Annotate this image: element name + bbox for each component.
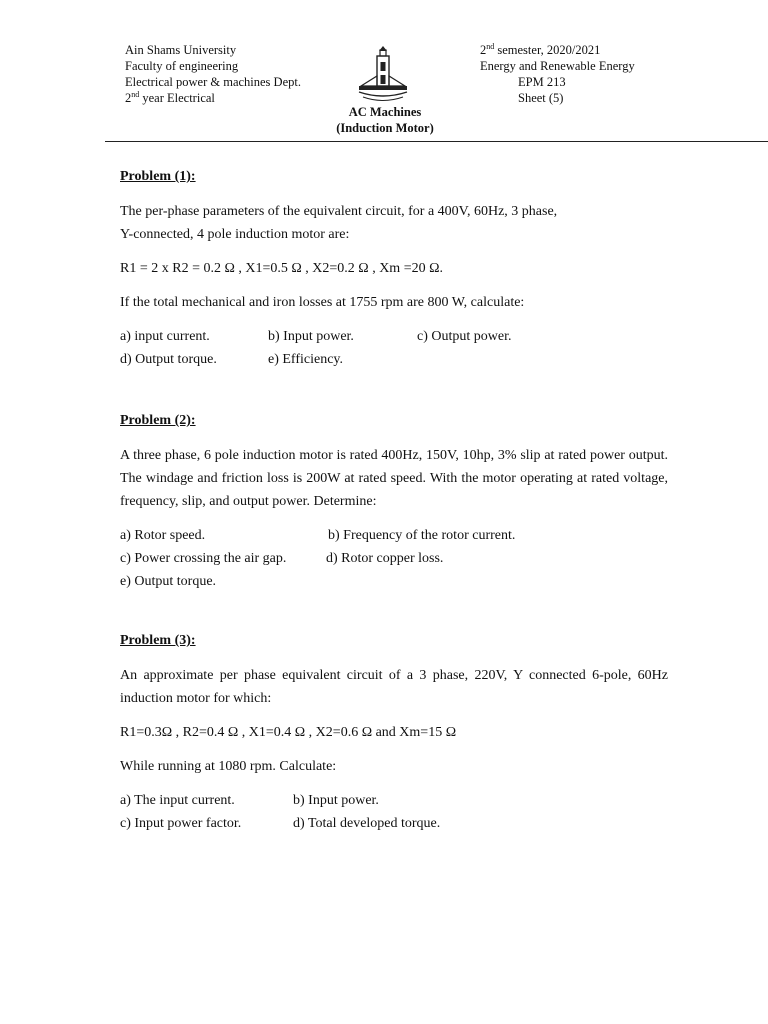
problem-3-heading: Problem (3): xyxy=(120,633,196,648)
sheet-title-block xyxy=(300,104,470,136)
problem-2-heading: Problem (2): xyxy=(120,413,196,428)
problem-1-heading: Problem (1): xyxy=(120,169,196,184)
problem-2-items-row-2 xyxy=(120,547,668,570)
year-line: 2nd year Electrical xyxy=(125,90,215,105)
header-right-block xyxy=(480,42,635,106)
problem-3-items-row-2 xyxy=(120,812,668,835)
sheet-subtitle: (Induction Motor) xyxy=(336,121,434,135)
problem-2-items-row-3 xyxy=(120,570,668,593)
problem-1-condition: If the total mechanical and iron losses at 1755 rpm are 800 W, calculate: xyxy=(120,295,525,310)
semester-line: 2nd semester, 2020/2021 xyxy=(480,42,601,57)
problem-3-condition: While running at 1080 rpm. Calculate: xyxy=(120,759,337,774)
list-item: c) Power crossing the air gap. xyxy=(120,551,287,566)
list-item: d) Total developed torque. xyxy=(293,816,441,831)
list-item: b) Frequency of the rotor current. xyxy=(328,528,516,543)
sheet-title: AC Machines xyxy=(348,105,422,119)
problem-3-text: An approximate per phase equivalent circuit of a 3 phase, 220V, Y connected 6-pole, 60Hz induction motor for which: xyxy=(120,668,668,706)
list-item: d) Rotor copper loss. xyxy=(326,551,444,566)
problem-2-text: A three phase, 6 pole induction motor is rated 400Hz, 150V, 10hp, 3% slip at rated power output. The windage and friction loss is 200W at rated speed. With the motor operating at rated voltage, frequency, slip, and output power. Determine: xyxy=(120,448,668,509)
problem-3-params: R1=0.3Ω , R2=0.4 Ω , X1=0.4 Ω , X2=0.6 Ω and Xm=15 Ω xyxy=(120,725,457,740)
header-left-block xyxy=(125,42,301,106)
list-item: b) Input power. xyxy=(293,793,379,808)
sheet-number: Sheet (5) xyxy=(518,91,564,105)
list-item: d) Output torque. xyxy=(120,352,217,367)
problem-1-text-line-2: Y-connected, 4 pole induction motor are: xyxy=(120,227,350,242)
problem-3-items-row-1 xyxy=(120,789,668,812)
problem-1-params: R1 = 2 x R2 = 0.2 Ω , X1=0.5 Ω , X2=0.2 Ω , Xm =20 Ω. xyxy=(120,261,443,276)
university-name: Ain Shams University xyxy=(125,43,237,57)
department-name: Electrical power & machines Dept. xyxy=(125,75,301,89)
problems-content xyxy=(120,167,668,835)
list-item: a) The input current. xyxy=(120,793,235,808)
program-name: Energy and Renewable Energy xyxy=(480,59,635,73)
list-item: a) input current. xyxy=(120,329,210,344)
problem-1-text-line-1: The per-phase parameters of the equivalent circuit, for a 400V, 60Hz, 3 phase, xyxy=(120,204,558,219)
faculty-name: Faculty of engineering xyxy=(125,59,239,73)
problem-2-items-row-1 xyxy=(120,524,668,547)
course-code: EPM 213 xyxy=(518,75,566,89)
list-item: e) Output torque. xyxy=(120,574,217,589)
university-logo xyxy=(353,46,413,104)
list-item: c) Output power. xyxy=(417,329,512,344)
header-divider xyxy=(105,141,768,142)
problem-1-items-row-1 xyxy=(120,325,668,348)
problem-1-items-row-2 xyxy=(120,348,668,371)
list-item: a) Rotor speed. xyxy=(120,528,206,543)
list-item: b) Input power. xyxy=(268,329,354,344)
list-item: e) Efficiency. xyxy=(268,352,344,367)
list-item: c) Input power factor. xyxy=(120,816,242,831)
